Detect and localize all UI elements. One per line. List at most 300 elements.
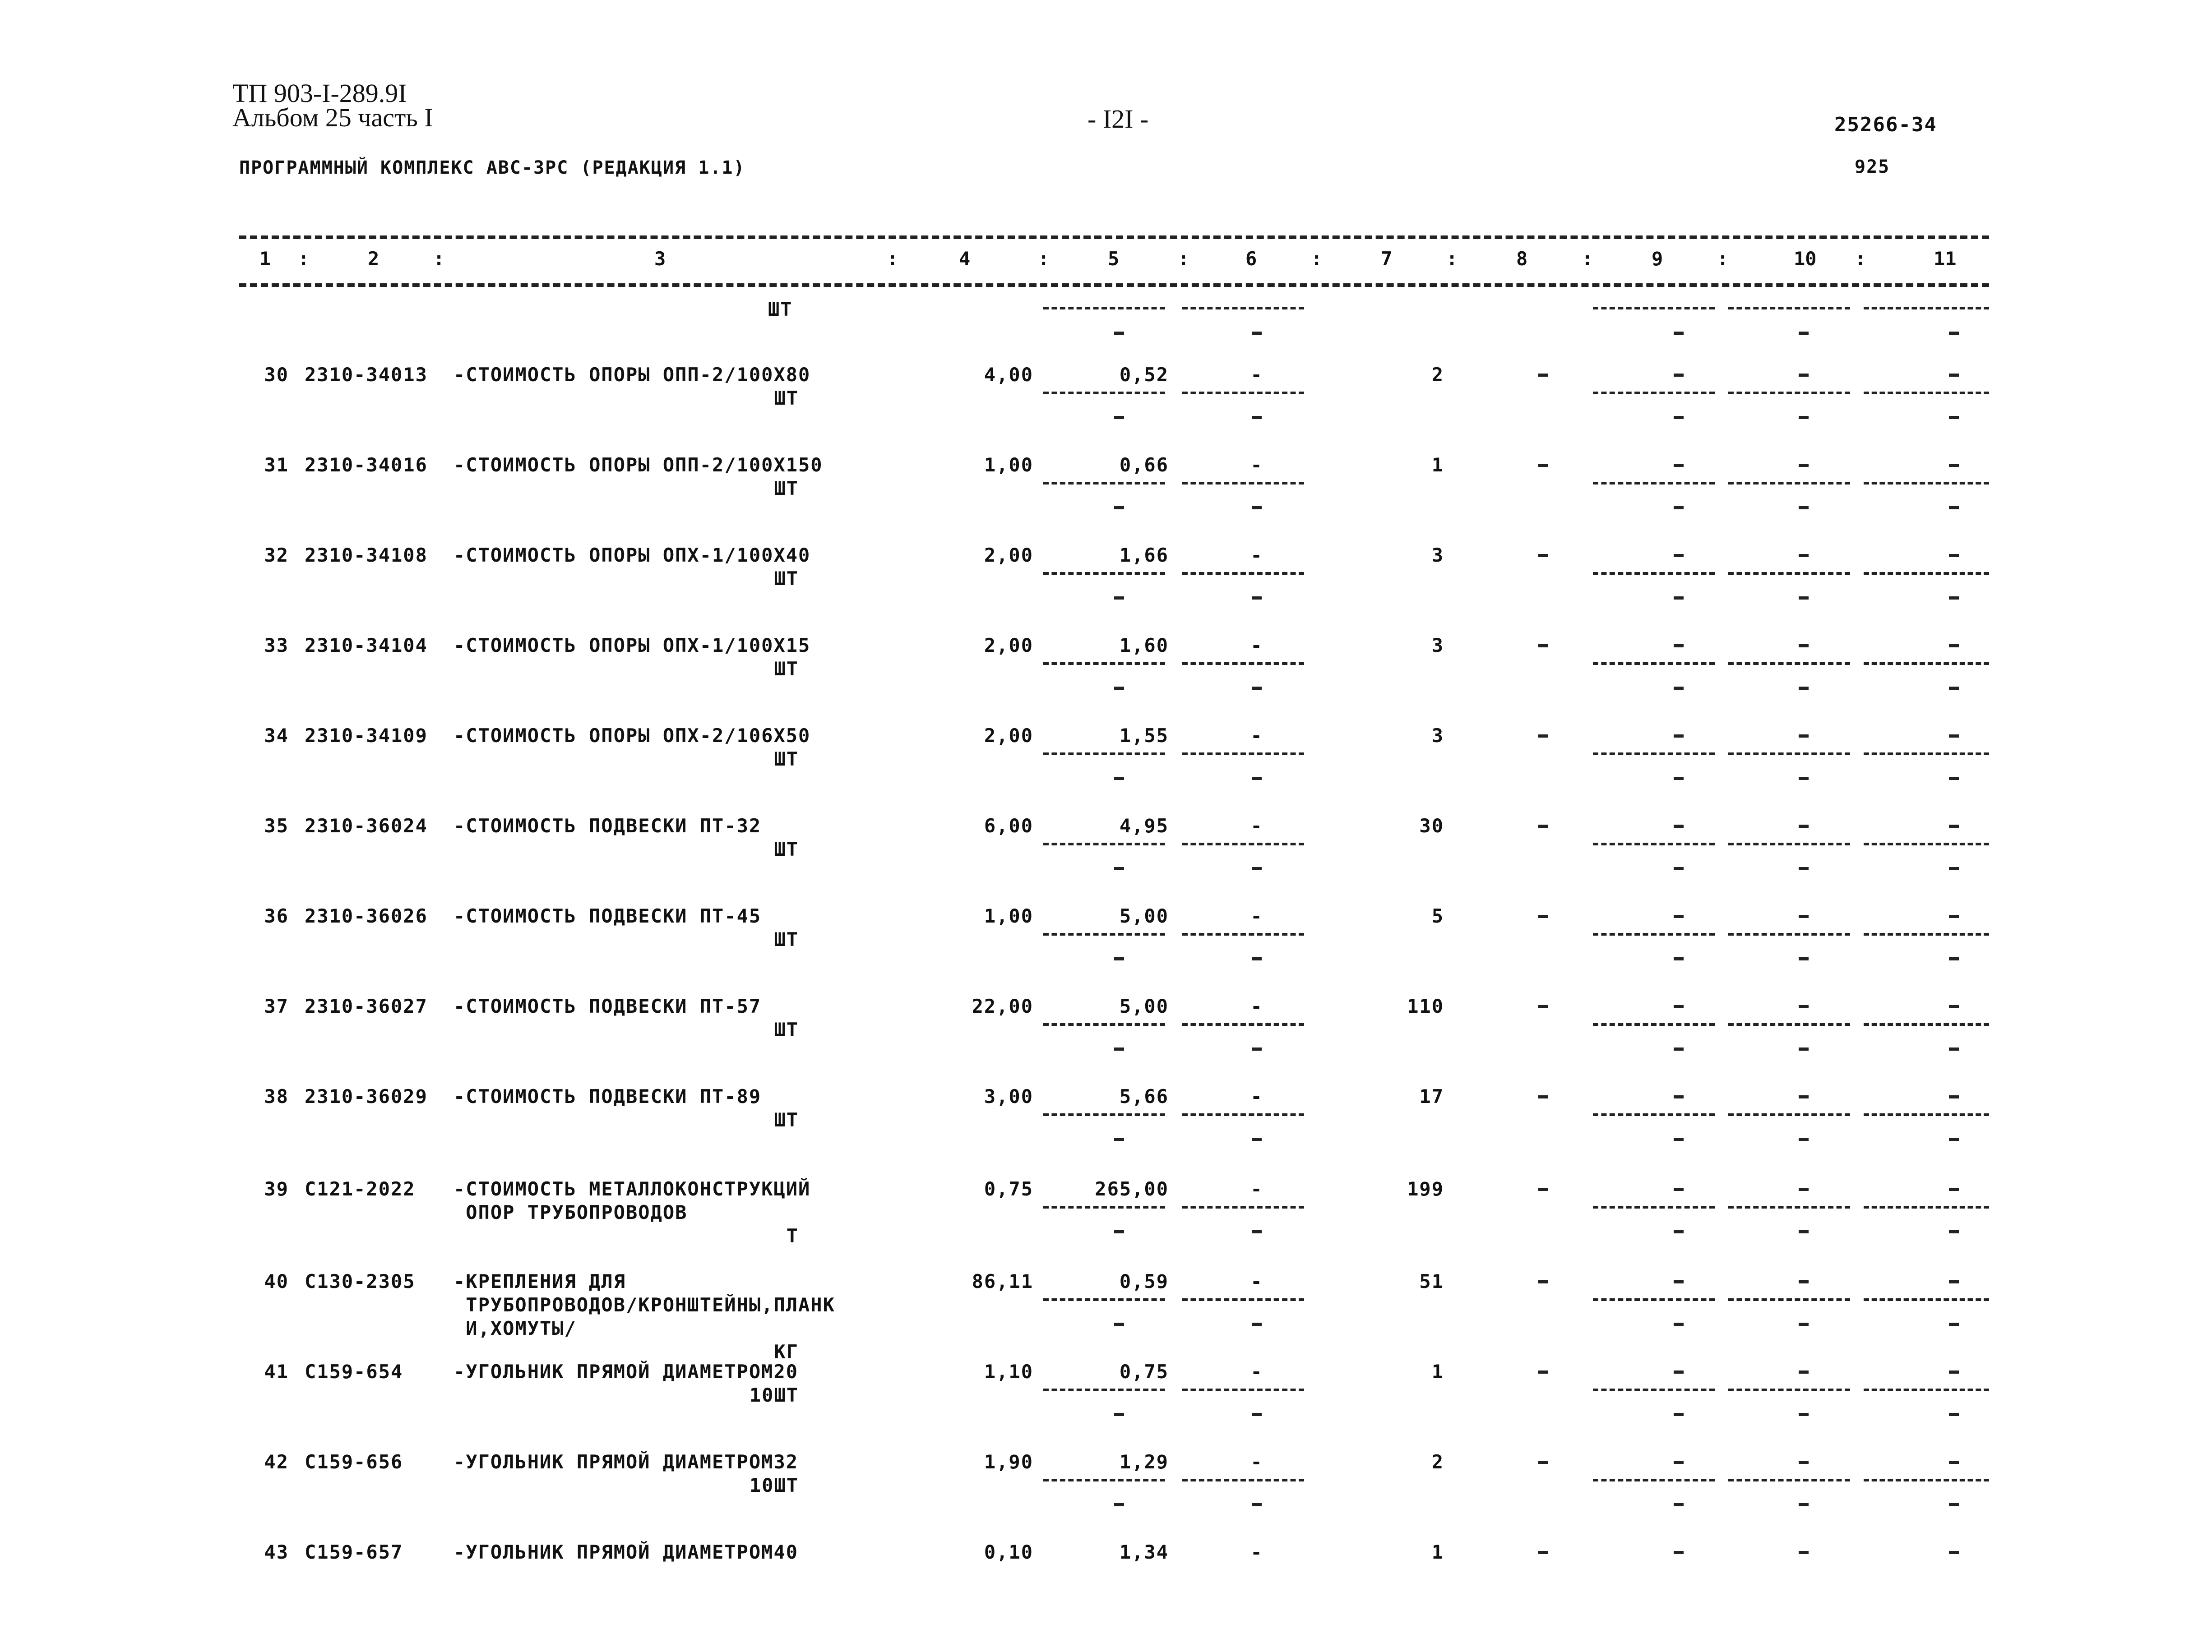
column-8-dash — [1538, 915, 1548, 918]
subtotal-dash — [1799, 506, 1809, 509]
column-11-divider — [1864, 392, 1989, 394]
column-6-value: - — [1250, 364, 1263, 386]
program-title: ПРОГРАММНЫЙ КОМПЛЕКС АВС-3РС (РЕДАКЦИЯ 1.1) — [239, 157, 745, 178]
subtotal-dash — [1799, 687, 1809, 690]
subtotal-dash — [1114, 1230, 1124, 1233]
unit-of-measure: Т — [786, 1225, 799, 1247]
row-number: 39 — [264, 1178, 289, 1200]
item-description: -СТОИМОСТЬ МЕТАЛЛОКОНСТРУКЦИЙ — [454, 1178, 811, 1200]
total-cost: 199 — [1407, 1178, 1444, 1200]
row-number: 32 — [264, 544, 289, 566]
column-9-divider — [1593, 843, 1715, 845]
subtotal-dash — [1949, 506, 1959, 509]
column-5-divider — [1043, 933, 1165, 936]
unit-price: 1,66 — [1119, 544, 1169, 566]
column-9-divider — [1593, 752, 1715, 755]
column-9-divider — [1593, 307, 1715, 309]
subtotal-dash — [1252, 1503, 1262, 1506]
subtotal-dash — [1114, 687, 1124, 690]
item-description: -УГОЛЬНИК ПРЯМОЙ ДИАМЕТРОМ32 — [454, 1451, 799, 1473]
subtotal-dash — [1252, 1413, 1262, 1416]
quantity: 2,00 — [984, 724, 1033, 747]
item-description: -УГОЛЬНИК ПРЯМОЙ ДИАМЕТРОМ20 — [454, 1361, 799, 1383]
column-separator: : — [1855, 248, 1866, 270]
column-11-divider — [1864, 482, 1989, 485]
subtotal-dash — [1949, 596, 1959, 600]
item-description: ТРУБОПРОВОДОВ/КРОНШТЕЙНЫ,ПЛАНК — [454, 1294, 835, 1316]
column-10-dash — [1799, 1280, 1809, 1283]
column-9-divider — [1593, 1389, 1715, 1391]
column-number: 6 — [1245, 248, 1257, 270]
column-11-dash — [1949, 1551, 1959, 1554]
subtotal-dash — [1674, 416, 1684, 419]
column-number: 9 — [1652, 248, 1663, 270]
subtotal-dash — [1674, 777, 1684, 780]
subtotal-dash — [1114, 867, 1124, 870]
column-10-dash — [1799, 734, 1809, 738]
subtotal-dash — [1799, 416, 1809, 419]
album-part: Альбом 25 часть I — [232, 103, 433, 132]
column-9-divider — [1593, 572, 1715, 575]
column-5-divider — [1043, 843, 1165, 845]
column-10-divider — [1728, 307, 1850, 309]
column-11-divider — [1864, 662, 1989, 665]
column-11-dash — [1949, 825, 1959, 828]
subtotal-dash — [1114, 506, 1124, 509]
subtotal-dash — [1674, 1138, 1684, 1141]
column-9-dash — [1674, 915, 1684, 918]
subtotal-dash — [1674, 1413, 1684, 1416]
column-9-divider — [1593, 1298, 1715, 1301]
item-code: 2310-34013 — [305, 364, 428, 386]
column-8-dash — [1538, 734, 1548, 738]
total-cost: 51 — [1419, 1270, 1444, 1292]
subtotal-dash — [1252, 687, 1262, 690]
subtotal-dash — [1252, 506, 1262, 509]
column-10-divider — [1728, 752, 1850, 755]
column-5-divider — [1043, 1023, 1165, 1026]
subtotal-dash — [1674, 957, 1684, 960]
column-10-dash — [1799, 1095, 1809, 1098]
subtotal-dash — [1252, 957, 1262, 960]
column-8-dash — [1538, 1371, 1548, 1374]
subtotal-dash — [1674, 1323, 1684, 1326]
column-9-dash — [1674, 1095, 1684, 1098]
column-11-dash — [1949, 1095, 1959, 1098]
column-11-divider — [1864, 307, 1989, 309]
item-description: И,ХОМУТЫ/ — [454, 1317, 577, 1339]
column-separator: : — [1038, 248, 1050, 270]
item-code: 2310-36026 — [305, 905, 428, 927]
subtotal-dash — [1949, 332, 1959, 335]
column-separator: : — [1178, 248, 1189, 270]
quantity: 0,10 — [984, 1541, 1033, 1563]
column-10-dash — [1799, 374, 1809, 377]
column-9-dash — [1674, 644, 1684, 647]
unit-price: 0,75 — [1119, 1361, 1169, 1383]
subtotal-dash — [1252, 867, 1262, 870]
column-10-dash — [1799, 1461, 1809, 1464]
column-11-dash — [1949, 1280, 1959, 1283]
column-11-divider — [1864, 752, 1989, 755]
column-8-dash — [1538, 1551, 1548, 1554]
row-number: 40 — [264, 1270, 289, 1292]
column-11-divider — [1864, 1113, 1989, 1116]
total-cost: 5 — [1431, 905, 1444, 927]
column-10-divider — [1728, 1113, 1850, 1116]
column-6-divider — [1182, 307, 1304, 309]
unit-price: 5,00 — [1119, 995, 1169, 1017]
quantity: 3,00 — [984, 1085, 1033, 1107]
column-6-value: - — [1250, 905, 1263, 927]
subtotal-dash — [1252, 1323, 1262, 1326]
column-6-value: - — [1250, 1361, 1263, 1383]
column-10-divider — [1728, 662, 1850, 665]
document-code: ТП 903-I-289.9I — [232, 78, 407, 108]
total-cost: 17 — [1419, 1085, 1444, 1107]
unit-of-measure: ШТ — [774, 658, 799, 680]
quantity: 22,00 — [972, 995, 1033, 1017]
column-10-divider — [1728, 1206, 1850, 1209]
quantity: 2,00 — [984, 634, 1033, 656]
row-number: 42 — [264, 1451, 289, 1473]
subtotal-dash — [1799, 332, 1809, 335]
column-6-value: - — [1250, 815, 1263, 837]
column-5-divider — [1043, 307, 1165, 309]
column-separator: : — [298, 248, 310, 270]
column-8-dash — [1538, 1005, 1548, 1008]
quantity: 6,00 — [984, 815, 1033, 837]
subtotal-dash — [1674, 1047, 1684, 1051]
column-number: 2 — [368, 248, 379, 270]
column-6-value: - — [1250, 1451, 1263, 1473]
item-description: -СТОИМОСТЬ ОПОРЫ ОПХ-2/106Х50 — [454, 724, 811, 747]
subtotal-dash — [1252, 1138, 1262, 1141]
column-10-divider — [1728, 843, 1850, 845]
sheet-number: 925 — [1855, 157, 1890, 177]
column-6-divider — [1182, 1206, 1304, 1209]
item-description: -СТОИМОСТЬ ПОДВЕСКИ ПТ-89 — [454, 1085, 762, 1107]
subtotal-dash — [1674, 1503, 1684, 1506]
column-11-divider — [1864, 1389, 1989, 1391]
subtotal-dash — [1799, 1047, 1809, 1051]
column-11-dash — [1949, 1005, 1959, 1008]
item-code: С121-2022 — [305, 1178, 416, 1200]
column-separator: : — [433, 248, 445, 270]
subtotal-dash — [1114, 416, 1124, 419]
subtotal-dash — [1674, 332, 1684, 335]
column-separator: : — [1717, 248, 1729, 270]
total-cost: 1 — [1431, 1541, 1444, 1563]
column-10-dash — [1799, 464, 1809, 467]
column-number: 3 — [654, 248, 666, 270]
column-9-dash — [1674, 1371, 1684, 1374]
item-description: -СТОИМОСТЬ ОПОРЫ ОПХ-1/100Х15 — [454, 634, 811, 656]
subtotal-dash — [1799, 1413, 1809, 1416]
column-5-divider — [1043, 572, 1165, 575]
column-6-value: - — [1250, 544, 1263, 566]
column-9-divider — [1593, 1479, 1715, 1481]
column-10-divider — [1728, 1389, 1850, 1391]
row-number: 37 — [264, 995, 289, 1017]
subtotal-dash — [1114, 1503, 1124, 1506]
column-11-divider — [1864, 1298, 1989, 1301]
column-8-dash — [1538, 1188, 1548, 1191]
column-11-dash — [1949, 1188, 1959, 1191]
column-8-dash — [1538, 1095, 1548, 1098]
subtotal-dash — [1674, 687, 1684, 690]
column-6-divider — [1182, 1389, 1304, 1391]
column-separator: : — [1311, 248, 1323, 270]
column-9-dash — [1674, 374, 1684, 377]
column-number: 10 — [1794, 248, 1817, 270]
column-6-value: - — [1250, 724, 1263, 747]
subtotal-dash — [1949, 1230, 1959, 1233]
subtotal-dash — [1799, 1230, 1809, 1233]
column-6-value: - — [1250, 1541, 1263, 1563]
subtotal-dash — [1799, 1503, 1809, 1506]
total-cost: 1 — [1431, 1361, 1444, 1383]
column-separator: : — [1582, 248, 1593, 270]
quantity: 1,00 — [984, 905, 1033, 927]
column-separator: : — [1446, 248, 1458, 270]
column-6-value: - — [1250, 1085, 1263, 1107]
column-6-value: - — [1250, 454, 1263, 476]
unit-of-measure: ШТ — [774, 477, 799, 499]
total-cost: 2 — [1431, 1451, 1444, 1473]
quantity: 2,00 — [984, 544, 1033, 566]
column-5-divider — [1043, 662, 1165, 665]
column-11-divider — [1864, 933, 1989, 936]
column-number: 8 — [1516, 248, 1528, 270]
column-11-dash — [1949, 1461, 1959, 1464]
item-code: С159-654 — [305, 1361, 403, 1383]
column-10-divider — [1728, 1479, 1850, 1481]
column-9-divider — [1593, 392, 1715, 394]
item-description: -СТОИМОСТЬ ПОДВЕСКИ ПТ-45 — [454, 905, 762, 927]
total-cost: 30 — [1419, 815, 1444, 837]
column-11-dash — [1949, 464, 1959, 467]
column-9-divider — [1593, 1113, 1715, 1116]
column-number: 11 — [1934, 248, 1957, 270]
column-5-divider — [1043, 482, 1165, 485]
column-10-dash — [1799, 825, 1809, 828]
subtotal-dash — [1949, 1413, 1959, 1416]
column-number: 5 — [1108, 248, 1120, 270]
row-number: 34 — [264, 724, 289, 747]
subtotal-dash — [1799, 777, 1809, 780]
column-6-divider — [1182, 1113, 1304, 1116]
column-6-divider — [1182, 662, 1304, 665]
unit-of-measure: 10ШТ — [749, 1474, 799, 1496]
column-11-dash — [1949, 915, 1959, 918]
unit-price: 1,60 — [1119, 634, 1169, 656]
unit-of-measure: ШТ — [774, 928, 799, 951]
column-5-divider — [1043, 1479, 1165, 1481]
row-number: 43 — [264, 1541, 289, 1563]
subtotal-dash — [1949, 957, 1959, 960]
column-10-dash — [1799, 554, 1809, 557]
subtotal-dash — [1949, 867, 1959, 870]
column-9-divider — [1593, 482, 1715, 485]
column-6-divider — [1182, 482, 1304, 485]
unit-price: 5,66 — [1119, 1085, 1169, 1107]
column-10-dash — [1799, 1551, 1809, 1554]
column-11-dash — [1949, 554, 1959, 557]
row-number: 33 — [264, 634, 289, 656]
column-6-divider — [1182, 752, 1304, 755]
unit-of-measure: ШТ — [774, 838, 799, 860]
column-10-divider — [1728, 572, 1850, 575]
column-8-dash — [1538, 554, 1548, 557]
subtotal-dash — [1674, 1230, 1684, 1233]
column-5-divider — [1043, 1298, 1165, 1301]
document-number: 25266-34 — [1834, 113, 1937, 136]
subtotal-dash — [1799, 1323, 1809, 1326]
column-9-dash — [1674, 1188, 1684, 1191]
column-11-dash — [1949, 644, 1959, 647]
column-10-divider — [1728, 1298, 1850, 1301]
column-6-divider — [1182, 1023, 1304, 1026]
item-code: 2310-34016 — [305, 454, 428, 476]
column-9-dash — [1674, 1461, 1684, 1464]
item-description: -СТОИМОСТЬ ОПОРЫ ОПП-2/100Х80 — [454, 364, 811, 386]
subtotal-dash — [1949, 1047, 1959, 1051]
column-10-divider — [1728, 482, 1850, 485]
subtotal-dash — [1114, 957, 1124, 960]
quantity: 1,90 — [984, 1451, 1033, 1473]
item-code: С159-657 — [305, 1541, 403, 1563]
column-9-divider — [1593, 933, 1715, 936]
row-number: 30 — [264, 364, 289, 386]
column-6-divider — [1182, 572, 1304, 575]
column-6-value: - — [1250, 995, 1263, 1017]
subtotal-dash — [1252, 416, 1262, 419]
column-10-divider — [1728, 392, 1850, 394]
column-5-divider — [1043, 1206, 1165, 1209]
column-number: 7 — [1381, 248, 1393, 270]
unit-of-measure: КГ — [774, 1341, 799, 1363]
item-code: 2310-36029 — [305, 1085, 428, 1107]
total-cost: 2 — [1431, 364, 1444, 386]
item-code: 2310-34104 — [305, 634, 428, 656]
column-9-dash — [1674, 1005, 1684, 1008]
unit-price: 1,29 — [1119, 1451, 1169, 1473]
column-9-dash — [1674, 825, 1684, 828]
column-9-divider — [1593, 662, 1715, 665]
unit-of-measure: ШТ — [774, 1019, 799, 1041]
column-separator: : — [887, 248, 898, 270]
subtotal-dash — [1949, 777, 1959, 780]
column-9-dash — [1674, 464, 1684, 467]
row-number: 38 — [264, 1085, 289, 1107]
subtotal-dash — [1949, 687, 1959, 690]
subtotal-dash — [1799, 596, 1809, 600]
column-9-dash — [1674, 734, 1684, 738]
page-number: - I2I - — [1087, 104, 1149, 134]
row-number: 41 — [264, 1361, 289, 1383]
column-10-dash — [1799, 644, 1809, 647]
column-number: 4 — [959, 248, 971, 270]
column-6-divider — [1182, 1479, 1304, 1481]
column-5-divider — [1043, 752, 1165, 755]
column-5-divider — [1043, 392, 1165, 394]
column-6-divider — [1182, 1298, 1304, 1301]
column-11-divider — [1864, 1023, 1989, 1026]
column-6-value: - — [1250, 634, 1263, 656]
subtotal-dash — [1114, 1323, 1124, 1326]
subtotal-dash — [1949, 1503, 1959, 1506]
subtotal-dash — [1674, 867, 1684, 870]
column-11-dash — [1949, 734, 1959, 738]
unit-price: 4,95 — [1119, 815, 1169, 837]
total-cost: 110 — [1407, 995, 1444, 1017]
column-9-divider — [1593, 1023, 1715, 1026]
column-10-dash — [1799, 1188, 1809, 1191]
unit-of-measure: 10ШТ — [749, 1384, 799, 1406]
item-code: 2310-36024 — [305, 815, 428, 837]
column-10-divider — [1728, 933, 1850, 936]
item-description: ОПОР ТРУБОПРОВОДОВ — [454, 1201, 688, 1223]
column-6-value: - — [1250, 1270, 1263, 1292]
unit-price: 0,52 — [1119, 364, 1169, 386]
column-10-dash — [1799, 1371, 1809, 1374]
column-11-dash — [1949, 374, 1959, 377]
item-description: -СТОИМОСТЬ ПОДВЕСКИ ПТ-57 — [454, 995, 762, 1017]
quantity: 1,10 — [984, 1361, 1033, 1383]
column-8-dash — [1538, 464, 1548, 467]
subtotal-dash — [1674, 506, 1684, 509]
column-11-divider — [1864, 1206, 1989, 1209]
column-11-divider — [1864, 572, 1989, 575]
unit-price: 0,66 — [1119, 454, 1169, 476]
item-code: 2310-34109 — [305, 724, 428, 747]
unit-price: 1,34 — [1119, 1541, 1169, 1563]
subtotal-dash — [1252, 332, 1262, 335]
subtotal-dash — [1674, 596, 1684, 600]
total-cost: 1 — [1431, 454, 1444, 476]
row-number: 35 — [264, 815, 289, 837]
item-description: -СТОИМОСТЬ ПОДВЕСКИ ПТ-32 — [454, 815, 762, 837]
column-6-divider — [1182, 392, 1304, 394]
subtotal-dash — [1114, 596, 1124, 600]
unit-of-measure: ШТ — [774, 748, 799, 770]
subtotal-dash — [1114, 777, 1124, 780]
item-description: -КРЕПЛЕНИЯ ДЛЯ — [454, 1270, 626, 1292]
total-cost: 3 — [1431, 544, 1444, 566]
item-description: -СТОИМОСТЬ ОПОРЫ ОПП-2/100Х150 — [454, 454, 823, 476]
subtotal-dash — [1799, 867, 1809, 870]
quantity: 86,11 — [972, 1270, 1033, 1292]
unit-of-measure: ШТ — [774, 387, 799, 409]
quantity: 0,75 — [984, 1178, 1033, 1200]
item-description: -СТОИМОСТЬ ОПОРЫ ОПХ-1/100Х40 — [454, 544, 811, 566]
subtotal-dash — [1949, 416, 1959, 419]
column-number: 1 — [259, 248, 271, 270]
subtotal-dash — [1114, 1047, 1124, 1051]
row-number: 36 — [264, 905, 289, 927]
column-9-divider — [1593, 1206, 1715, 1209]
column-11-dash — [1949, 1371, 1959, 1374]
row-number: 31 — [264, 454, 289, 476]
subtotal-dash — [1799, 1138, 1809, 1141]
column-6-divider — [1182, 933, 1304, 936]
column-8-dash — [1538, 825, 1548, 828]
quantity: 1,00 — [984, 454, 1033, 476]
subtotal-dash — [1949, 1138, 1959, 1141]
column-10-divider — [1728, 1023, 1850, 1026]
subtotal-dash — [1252, 777, 1262, 780]
